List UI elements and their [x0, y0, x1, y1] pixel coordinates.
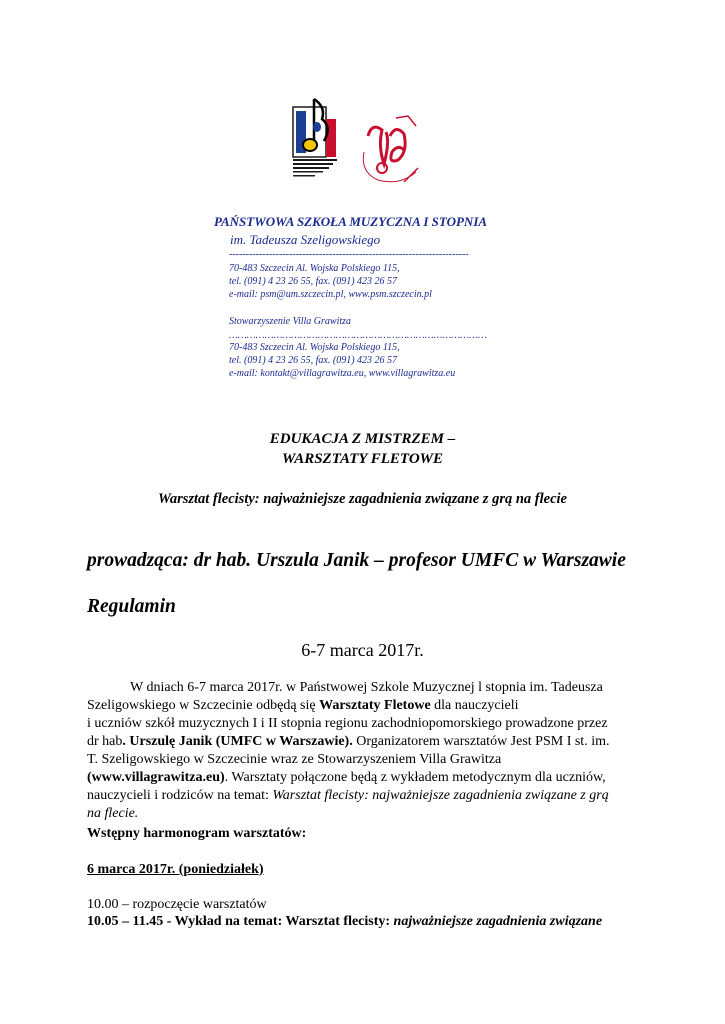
school-patron: im. Tadeusza Szeligowskiego [230, 232, 381, 247]
regulamin-heading: Regulamin [87, 596, 176, 617]
header-divider: ------------------------------------------------------------------------ [229, 249, 469, 260]
body-text: Organizatorem warsztatów Jest PSM I st. im. [352, 734, 610, 749]
body-line [87, 787, 633, 805]
schedule-heading: Wstępny harmonogram warsztatów: [87, 826, 307, 841]
schedule-day-heading: 6 marca 2017r. (poniedziałek) [87, 862, 264, 877]
association-name: Stowarzyszenie Villa Grawitza [229, 316, 352, 327]
school-phone: tel. (091) 4 23 26 55, fax. (091) 423 26 57 [229, 276, 398, 287]
association-divider: …………………………………………………………………………… [229, 330, 487, 341]
schedule-item-bold: 10.05 – 11.45 - Wykład na temat: Warsztat flecisty: [87, 914, 394, 929]
title-line-1: EDUKACJA Z MISTRZEM – [269, 431, 456, 447]
workshop-subtitle: Warsztat flecisty: najważniejsze zagadnienia związane z grą na flecie [158, 491, 567, 507]
body-text: . Warsztaty połączone będą z wykładem metodycznym dla uczniów, [224, 770, 606, 785]
body-text: dr hab [87, 734, 123, 749]
body-italic: Warsztat flecisty: najważniejsze zagadnienia związane z grą [272, 788, 609, 803]
website-link: (www.villagrawitza.eu) [87, 770, 225, 785]
body-line [87, 733, 633, 751]
title-line-2: WARSZTATY FLETOWE [281, 451, 443, 467]
body-italic: na flecie. [87, 806, 139, 821]
school-name: PAŃSTWOWA SZKOŁA MUZYCZNA I STOPNIA [214, 214, 488, 229]
association-address: 70-483 Szczecin Al. Wojska Polskiego 115, [229, 342, 400, 353]
association-phone: tel. (091) 4 23 26 55, fax. (091) 423 26 57 [229, 355, 398, 366]
body-line [87, 805, 633, 823]
body-line [87, 697, 633, 715]
body-paragraph [87, 679, 633, 823]
association-email: e-mail: kontakt@villagrawitza.eu, www.villagrawitza.eu [229, 368, 456, 379]
schedule-item-italic: najważniejsze zagadnienia związane [393, 914, 603, 929]
school-logo [292, 97, 348, 183]
schedule-item: 10.00 – rozpoczęcie warsztatów [87, 897, 267, 912]
body-text: Szeligowskiego w Szczecinie odbędą się [87, 698, 320, 713]
body-text: dla nauczycieli [430, 698, 519, 713]
body-text: nauczycieli i rodziców na temat: [87, 788, 273, 803]
body-line: i uczniów szkół muzycznych I i II stopnia regionu zachodniopomorskiego prowadzone przez [87, 716, 608, 731]
lecturer-line: prowadząca: dr hab. Urszula Janik – profesor UMFC w Warszawie [87, 550, 626, 571]
workshop-dates: 6-7 marca 2017r. [301, 640, 424, 660]
body-line: T. Szeligowskiego w Szczecinie wraz ze Stowarzyszeniem Villa Grawitza [87, 752, 502, 767]
body-line: W dniach 6-7 marca 2017r. w Państwowej Szkole Muzycznej l stopnia im. Tadeusza [130, 680, 603, 695]
body-line [87, 769, 633, 787]
schedule-item [87, 914, 602, 930]
villa-grawitza-logo [360, 112, 424, 186]
school-address: 70-483 Szczecin Al. Wojska Polskiego 115, [229, 263, 400, 274]
body-bold: Warsztaty Fletowe [319, 698, 431, 713]
school-email: e-mail: psm@um.szczecin.pl, www.psm.szczecin.pl [229, 289, 432, 300]
body-bold: . Urszulę Janik (UMFC w Warszawie). [122, 734, 353, 749]
